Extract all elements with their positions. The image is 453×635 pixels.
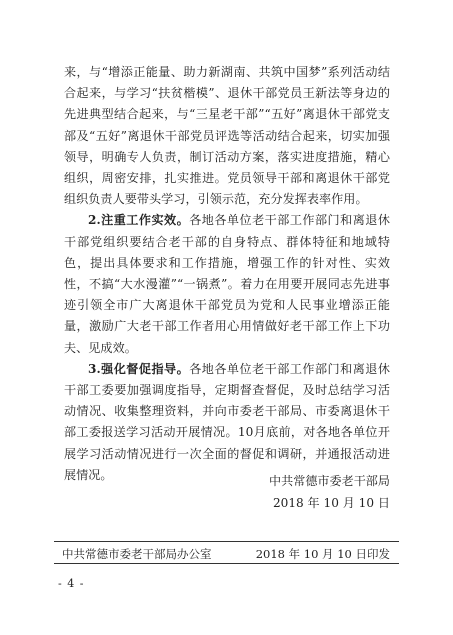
footer-issuer: 中共常德市委老干部局办公室 bbox=[62, 547, 212, 561]
document-body bbox=[64, 62, 390, 486]
signature-block bbox=[269, 471, 390, 514]
section-heading: 3.强化督促指导。 bbox=[88, 361, 190, 376]
footer-bottom-rule bbox=[54, 563, 399, 564]
body-paragraph: 来，与“增添正能量、助力新湖南、共筑中国梦”系列活动结合起来，与学习“扶贫楷模”、退休干部党员王新法等身边的先进典型结合起来，与“三星老干部”“五好”离退休干部党支部及“五好”离退休干部党员评选等活动结合起来，切实加强领导，明确专人负责，制订活动方案，落实进度措施，精心组织，周密安排，扎实推进。党员领导干部和离退休干部党组织负责人要带头学习，引领示范，充分发挥表率作用。 bbox=[64, 65, 390, 207]
page-number: - 4 - bbox=[58, 577, 85, 590]
footer-issue-date: 2018 年 10 月 10 日印发 bbox=[255, 547, 390, 561]
signature-org: 中共常德市委老干部局 bbox=[269, 474, 390, 488]
section-text: 各地各单位老干部工作部门和离退休干部工委要加强调度指导，定期督查督促，及时总结学习活动情况、收集整理资料，并向市委老干部局、市委离退休干部工委报送学习活动开展情况。10月底前，对各地各单位开展学习活动情况进行一次全面的督促和调研，并通报活动进展情况。 bbox=[64, 361, 390, 482]
section-paragraph bbox=[64, 210, 390, 358]
section-text: 各地各单位老干部工作部门和离退休干部党组织要结合老干部的自身特点、群体特征和地域特色，提出具体要求和工作措施，增强工作的针对性、实效性，不搞“大水漫灌”“一锅煮”。着力在用要开展同志先进事迹引领全市广大离退休干部党员为党和人民事业增添正能量，激励广大老干部工作者用心用情做好老干部工作上下功夫、见成效。 bbox=[64, 213, 390, 355]
section-heading: 2.注重工作实效。 bbox=[88, 213, 190, 228]
signature-date: 2018 年 10 月 10 日 bbox=[272, 495, 390, 510]
footer-top-rule bbox=[54, 541, 399, 542]
section-paragraph bbox=[64, 359, 390, 486]
